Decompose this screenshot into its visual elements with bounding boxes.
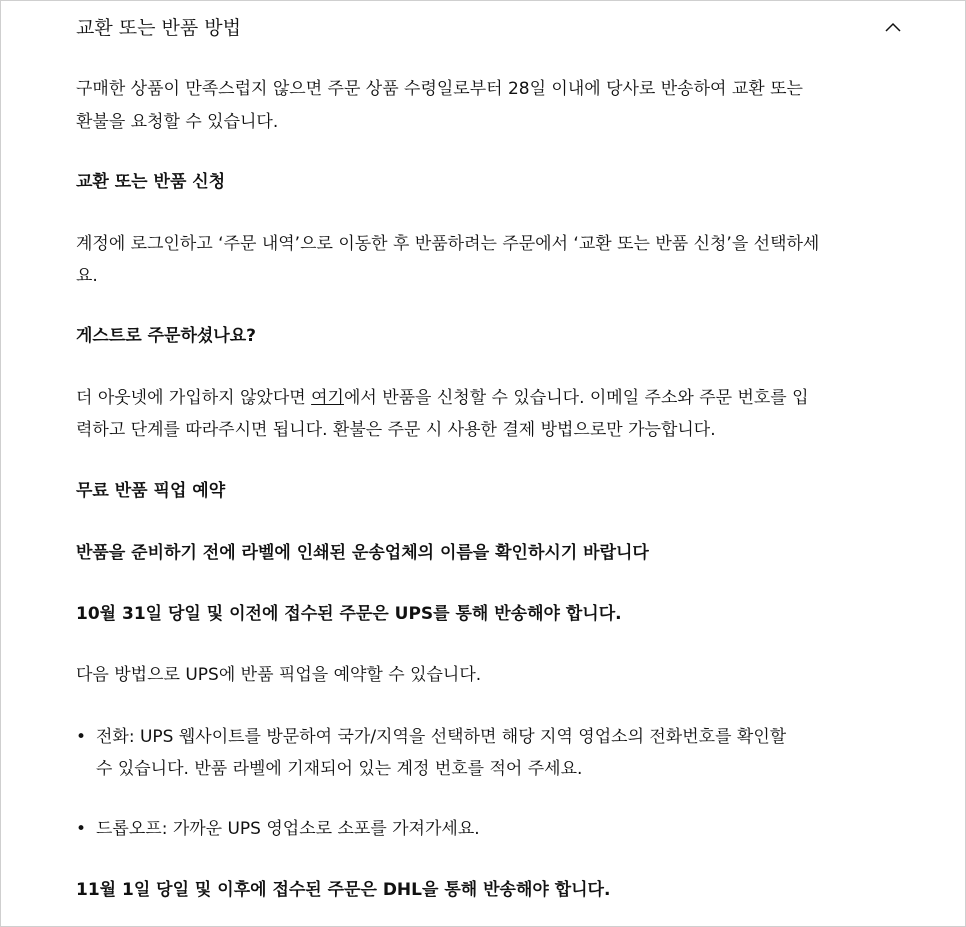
- bullet-marker-1: •: [76, 727, 87, 747]
- guest-text-before-link: 더 아웃넷에 가입하지 않았다면: [76, 388, 312, 408]
- request-text-line-2: 요.: [76, 266, 98, 286]
- bullet-marker-2: •: [76, 819, 87, 839]
- chevron-up-icon[interactable]: [883, 17, 903, 37]
- intro-text-line-2: 환불을 요청할 수 있습니다.: [76, 112, 279, 132]
- intro-text-line-1: 구매한 상품이 만족스럽지 않으면 주문 상품 수령일로부터 28일 이내에 당사로 반송하여 교환 또는: [76, 79, 803, 99]
- accordion-title: 교환 또는 반품 방법: [76, 17, 241, 39]
- guest-text-line-2: 력하고 단계를 따라주시면 됩니다. 환불은 주문 시 사용한 결제 방법으로만 가능합니다.: [76, 420, 716, 440]
- request-heading: 교환 또는 반품 신청: [76, 172, 226, 192]
- dhl-note: 11월 1일 당일 및 이후에 접수된 주문은 DHL을 통해 반송해야 합니다.: [76, 880, 611, 900]
- carrier-note: 반품을 준비하기 전에 라벨에 인쇄된 운송업체의 이름을 확인하시기 바랍니다: [76, 543, 649, 563]
- guest-return-link[interactable]: 여기: [311, 388, 344, 408]
- ups-methods-intro: 다음 방법으로 UPS에 반품 픽업을 예약할 수 있습니다.: [76, 665, 482, 685]
- pickup-heading: 무료 반품 픽업 예약: [76, 481, 226, 501]
- returns-accordion: [76, 0, 906, 900]
- guest-text-after-link: 에서 반품을 신청할 수 있습니다. 이메일 주소와 주문 번호를 입: [343, 388, 809, 408]
- accordion-header[interactable]: [76, 0, 906, 58]
- bullet-1-line-1: 전화: UPS 웹사이트를 방문하여 국가/지역을 선택하면 해당 지역 영업소의 전화번호를 확인할: [96, 727, 787, 747]
- bullet-2-line-1: 드롭오프: 가까운 UPS 영업소로 소포를 가져가세요.: [96, 819, 480, 839]
- bullet-1-line-2: 수 있습니다. 반품 라벨에 기재되어 있는 계정 번호를 적어 주세요.: [96, 759, 583, 779]
- guest-heading: 게스트로 주문하셨나요?: [76, 326, 256, 346]
- request-text-line-1: 계정에 로그인하고 ‘주문 내역’으로 이동한 후 반품하려는 주문에서 ‘교환 또는 반품 신청’을 선택하세: [76, 234, 820, 254]
- guest-text-line-1: [76, 382, 906, 415]
- ups-note: 10월 31일 당일 및 이전에 접수된 주문은 UPS를 통해 반송해야 합니다.: [76, 604, 622, 624]
